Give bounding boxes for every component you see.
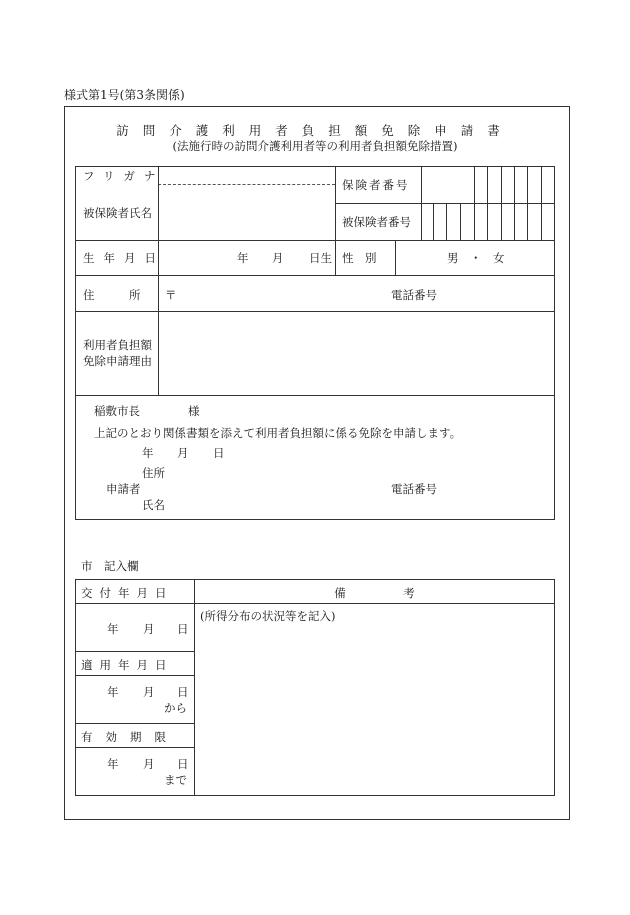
insurer-number-label: 保険者番号 bbox=[342, 178, 410, 192]
form-title: 訪問介護利用者負担額免除申請書 bbox=[116, 123, 514, 138]
birthdate-label: 生年月日 bbox=[83, 251, 165, 265]
valid-date-year: 年 bbox=[107, 757, 119, 771]
until-label: まで bbox=[164, 773, 187, 787]
applicant-phone-label: 電話番号 bbox=[391, 482, 437, 496]
address-label: 住 所 bbox=[83, 288, 141, 302]
declaration-date-month: 月 bbox=[177, 446, 189, 460]
phone-label: 電話番号 bbox=[391, 288, 437, 302]
issue-date-year: 年 bbox=[107, 622, 119, 636]
declaration-date-year: 年 bbox=[142, 446, 154, 460]
valid-period-label: 有効期限 bbox=[81, 730, 179, 744]
apply-date-label: 適用年月日 bbox=[81, 658, 174, 672]
form-number: 様式第1号(第3条関係) bbox=[64, 88, 185, 102]
issue-date-month: 月 bbox=[143, 622, 155, 636]
form-subtitle: (法施行時の訪問介護利用者等の利用者負担額免除措置) bbox=[172, 139, 458, 153]
furigana-field[interactable] bbox=[160, 168, 333, 183]
reason-field[interactable] bbox=[160, 313, 552, 393]
addressee: 稲敷市長 bbox=[94, 404, 140, 418]
insured-name-field[interactable] bbox=[160, 187, 333, 237]
remarks-note: (所得分布の状況等を記入) bbox=[200, 609, 336, 623]
insured-number-label: 被保険者番号 bbox=[342, 215, 411, 229]
apply-date-year: 年 bbox=[107, 685, 119, 699]
from-label: から bbox=[164, 701, 187, 715]
declaration-statement: 上記のとおり関係書類を添えて利用者負担額に係る免除を申請します。 bbox=[94, 426, 462, 440]
birthdate-year: 年 bbox=[237, 251, 249, 265]
birthdate-day: 日生 bbox=[309, 251, 332, 265]
postal-mark: 〒 bbox=[165, 288, 177, 302]
apply-date-month: 月 bbox=[143, 685, 155, 699]
valid-date-day: 日 bbox=[177, 757, 189, 771]
insured-number-field[interactable] bbox=[422, 204, 554, 239]
applicant-label: 申請者 bbox=[106, 482, 141, 496]
city-section-heading: 市 記入欄 bbox=[81, 559, 139, 573]
reason-label-line2: 免除申請理由 bbox=[83, 354, 152, 368]
honorific: 様 bbox=[188, 404, 200, 418]
issue-date-label: 交付年月日 bbox=[81, 586, 174, 600]
apply-date-day: 日 bbox=[177, 685, 189, 699]
gender-options[interactable]: 男 ・ 女 bbox=[447, 251, 505, 265]
birthdate-month: 月 bbox=[272, 251, 284, 265]
remarks-header: 備 考 bbox=[334, 586, 415, 600]
declaration-date-day: 日 bbox=[213, 446, 225, 460]
insurer-number-field[interactable] bbox=[422, 167, 554, 202]
insured-name-label: 被保険者氏名 bbox=[83, 206, 152, 220]
valid-date-month: 月 bbox=[143, 757, 155, 771]
applicant-address-label: 住所 bbox=[142, 466, 165, 480]
gender-label: 性 別 bbox=[342, 251, 377, 265]
issue-date-day: 日 bbox=[177, 622, 189, 636]
reason-label-line1: 利用者負担額 bbox=[83, 338, 152, 352]
applicant-name-label: 氏名 bbox=[142, 498, 165, 512]
remarks-field[interactable] bbox=[196, 625, 552, 793]
furigana-label: フリガナ bbox=[83, 169, 165, 183]
